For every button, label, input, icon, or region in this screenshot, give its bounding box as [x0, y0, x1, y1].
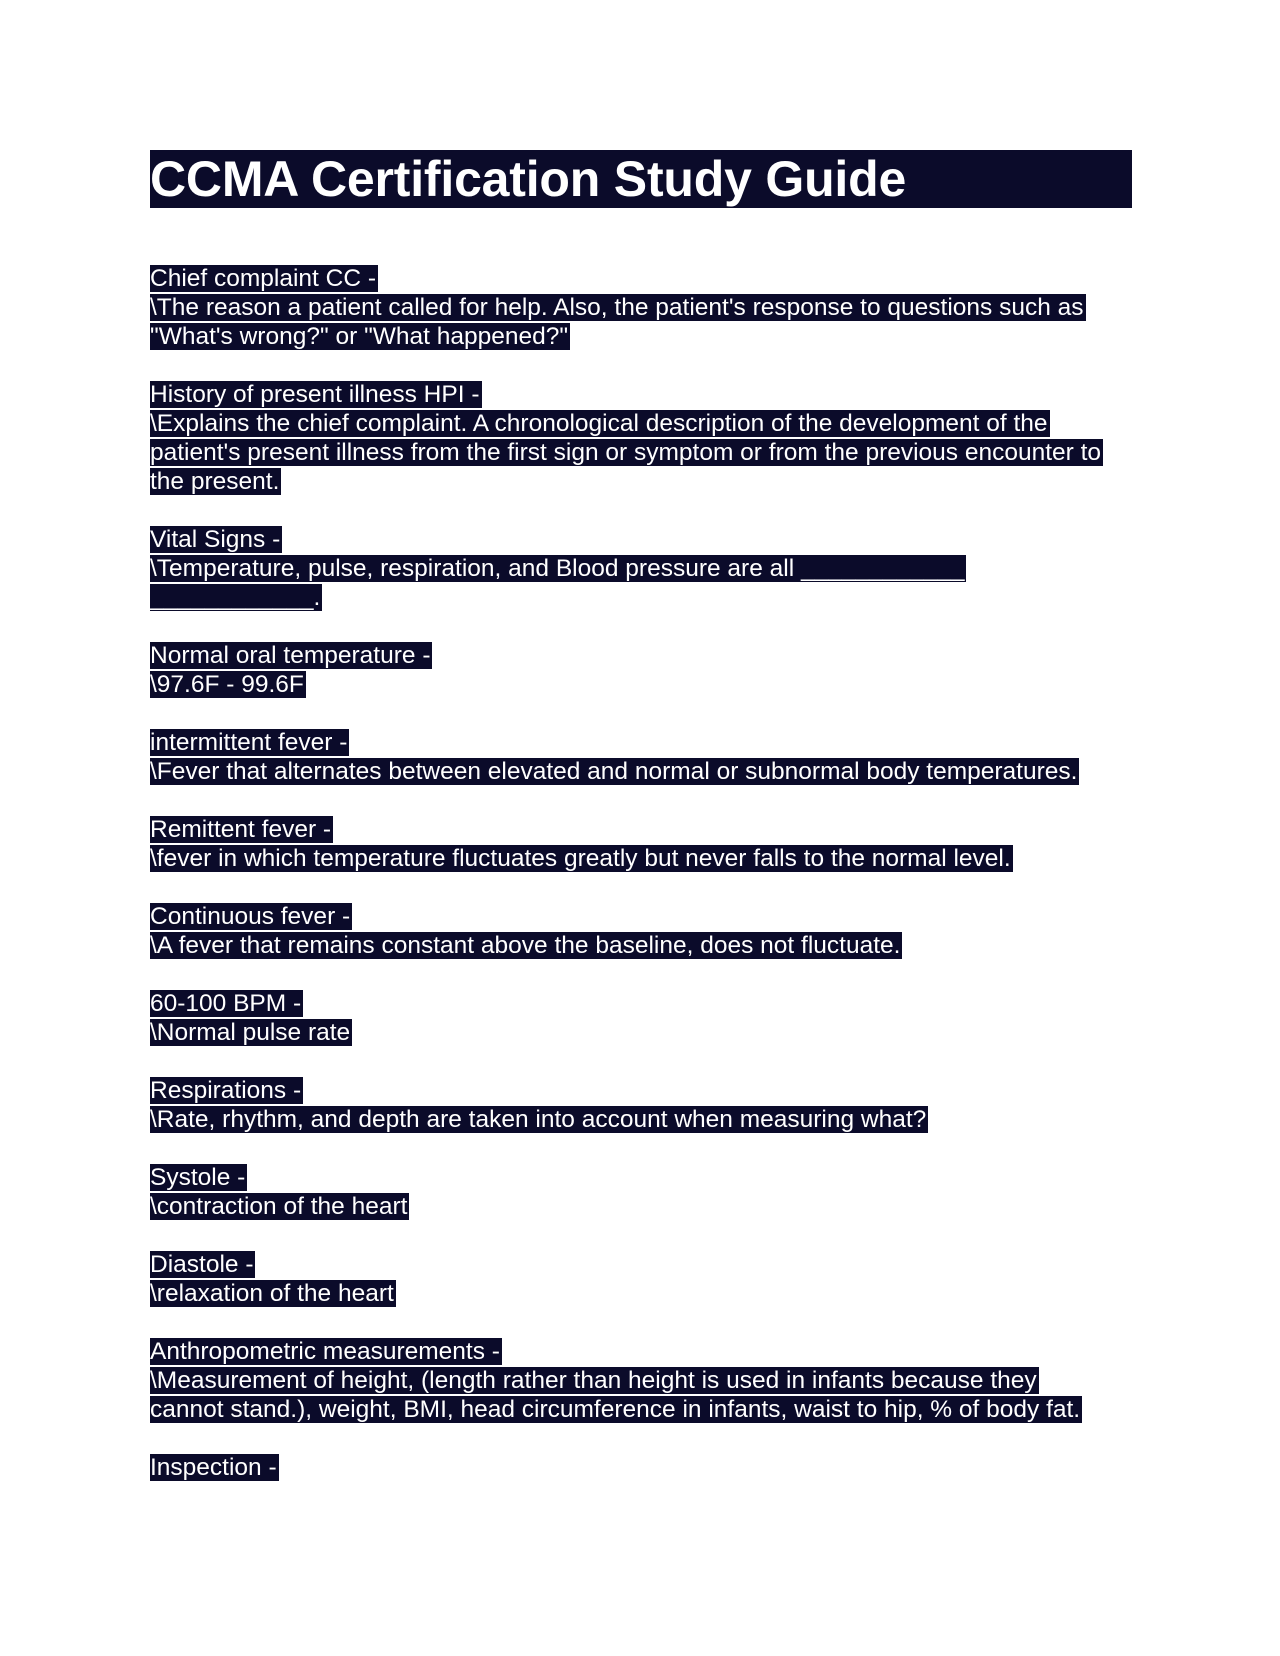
term: [150, 989, 1132, 1018]
flashcard-entry: [150, 1163, 1132, 1221]
term-text: 60-100 BPM -: [150, 990, 302, 1017]
term: [150, 902, 1132, 931]
flashcard-entry: [150, 380, 1132, 496]
term: [150, 1453, 1132, 1482]
term-text: Chief complaint CC -: [150, 265, 377, 292]
definition: [150, 757, 1132, 786]
definition-text: \A fever that remains constant above the baseline, does not fluctuate.: [150, 932, 901, 959]
term: [150, 1076, 1132, 1105]
flashcard-list: [150, 264, 1132, 1482]
definition-text: \The reason a patient called for help. Also, the patient's response to questions such as "What's wrong?" or "What happened?": [150, 294, 1084, 350]
term-text: Diastole -: [150, 1251, 254, 1278]
flashcard-entry: [150, 1453, 1132, 1482]
term-text: Remittent fever -: [150, 816, 332, 843]
definition-text: \Rate, rhythm, and depth are taken into account when measuring what?: [150, 1106, 927, 1133]
term: [150, 815, 1132, 844]
term-text: Systole -: [150, 1164, 246, 1191]
term: [150, 1337, 1132, 1366]
definition: [150, 844, 1132, 873]
term: [150, 525, 1132, 554]
definition: [150, 1279, 1132, 1308]
definition-text: \Normal pulse rate: [150, 1019, 351, 1046]
definition: [150, 1366, 1110, 1424]
flashcard-entry: [150, 728, 1132, 786]
flashcard-entry: [150, 989, 1132, 1047]
definition-text: \Temperature, pulse, respiration, and Blood pressure are all ____________ ____________.: [150, 555, 965, 611]
term-text: Respirations -: [150, 1077, 302, 1104]
definition: [150, 931, 1132, 960]
definition-text: \relaxation of the heart: [150, 1280, 394, 1307]
term-text: Continuous fever -: [150, 903, 351, 930]
document-title: CCMA Certification Study Guide: [150, 150, 1132, 208]
term: [150, 380, 1132, 409]
flashcard-entry: [150, 1250, 1132, 1308]
flashcard-entry: [150, 815, 1132, 873]
definition-text: \contraction of the heart: [150, 1193, 408, 1220]
definition-text: \Fever that alternates between elevated and normal or subnormal body temperatures.: [150, 758, 1078, 785]
term-text: Anthropometric measurements -: [150, 1338, 500, 1365]
flashcard-entry: [150, 525, 1132, 612]
term-text: History of present illness HPI -: [150, 381, 480, 408]
flashcard-entry: [150, 641, 1132, 699]
term-text: Normal oral temperature -: [150, 642, 431, 669]
definition: [150, 409, 1132, 496]
term: [150, 1250, 1132, 1279]
definition: [150, 1192, 1132, 1221]
definition: [150, 293, 1132, 351]
flashcard-entry: [150, 902, 1132, 960]
term: [150, 641, 1132, 670]
term-text: Vital Signs -: [150, 526, 281, 553]
definition-text: \Measurement of height, (length rather than height is used in infants because they cannot stand.), weight, BMI, head circumference in infants, waist to hip, % of body fat.: [150, 1367, 1081, 1423]
flashcard-entry: [150, 264, 1132, 351]
term-text: Inspection -: [150, 1454, 277, 1481]
flashcard-entry: [150, 1337, 1132, 1424]
flashcard-entry: [150, 1076, 1132, 1134]
definition: [150, 1018, 1132, 1047]
term-text: intermittent fever -: [150, 729, 348, 756]
definition-text: \97.6F - 99.6F: [150, 671, 304, 698]
definition: [150, 1105, 1132, 1134]
definition: [150, 554, 970, 612]
definition-text: \Explains the chief complaint. A chronological description of the development of the patient's present illness from the first sign or symptom or from the previous encounter to the present.: [150, 410, 1102, 495]
definition: [150, 670, 1132, 699]
document-page: [150, 150, 1132, 1511]
term: [150, 264, 1132, 293]
term: [150, 728, 1132, 757]
term: [150, 1163, 1132, 1192]
definition-text: \fever in which temperature fluctuates greatly but never falls to the normal level.: [150, 845, 1011, 872]
